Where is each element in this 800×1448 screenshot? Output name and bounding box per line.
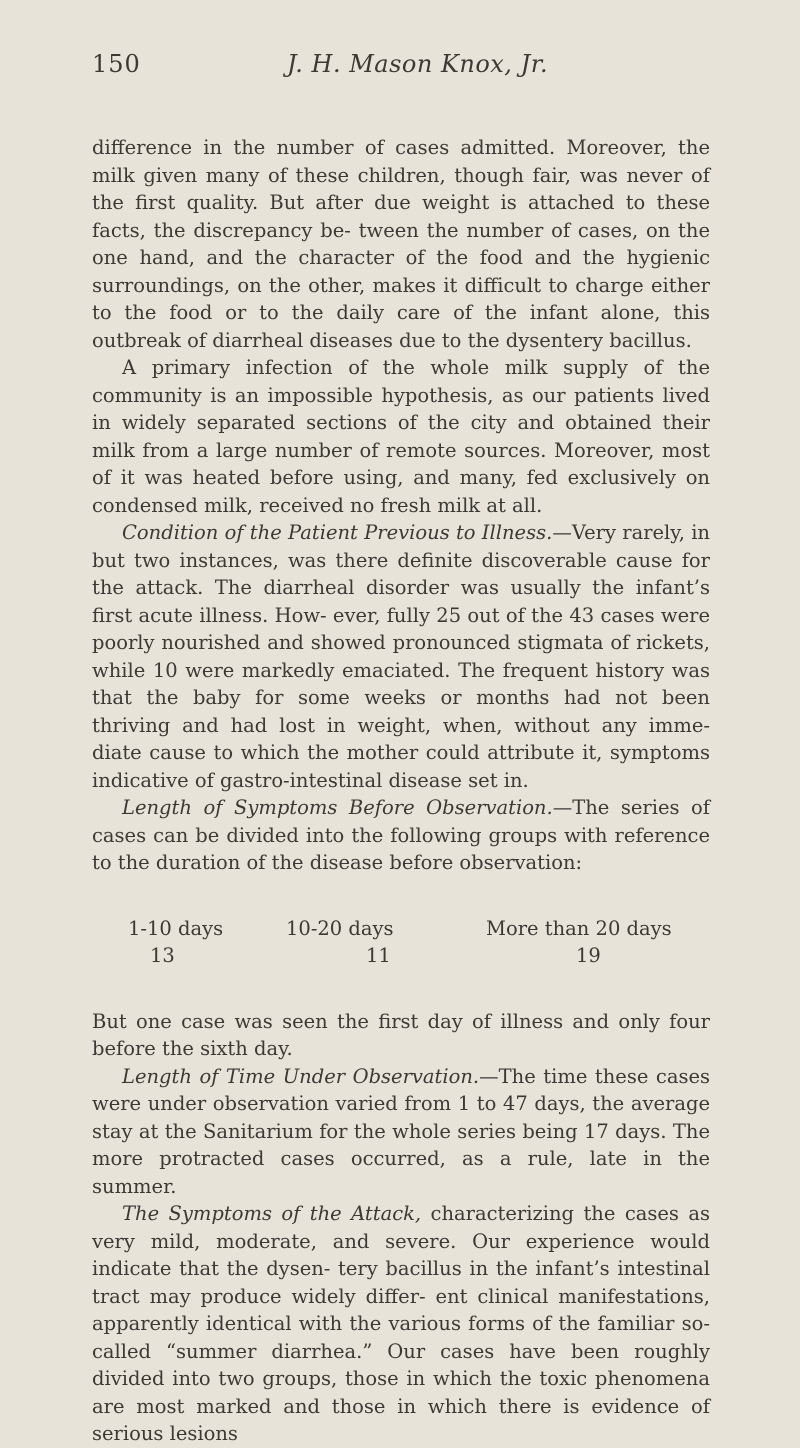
- paragraph-1: difference in the number of cases admitted. Moreover, the milk given many of these children, though fair, was never of the first quality. But after due weight is attached to these facts, the discrepancy be- tween the number of cases, on the one hand, and the character of the food and the hygienic surroundings, on the other, makes it difficult to charge either to the food or to the daily care of the infant alone, this outbreak of diarrheal diseases due to the dysentery bacillus.: [92, 136, 710, 352]
- group-count: 19: [576, 944, 601, 967]
- paragraph-6-text: —The time these cases were under observation varied from 1 to 47 days, the average stay at the Sanitarium for the whole series being 17 days. The more protracted cases occurred, as a rule, late in the summer.: [92, 1064, 710, 1198]
- group-label: 10-20 days: [286, 916, 394, 940]
- running-head: J. H. Mason Knox, Jr.: [287, 50, 549, 78]
- section-heading-time-observation: Length of Time Under Observation.: [122, 1064, 480, 1088]
- section-heading-symptoms: The Symptoms of the Attack,: [122, 1202, 422, 1225]
- page-body: [92, 134, 710, 1448]
- paragraph-3-text: —Very rarely, in but two instances, was there definite discoverable cause for the attack. The diarrheal disorder was usually the infant’s first acute illness. How- ever, fully 25 out of the 43 cases were poorly nourished and showed pronounced stigmata of rickets, while 10 were markedly emaciated. The frequent history was that the baby for some weeks or months had not been thriving and had lost in weight, when, without any imme- diate cause to which the mother could attribute it, symptoms indicative of gastro-intestinal disease set in.: [92, 521, 710, 792]
- paragraph-4: [92, 794, 710, 877]
- paragraph-7: [92, 1200, 710, 1448]
- group-label: 1-10 days: [128, 916, 224, 940]
- paragraph-5: But one case was seen the first day of illness and only four before the sixth day.: [92, 1009, 710, 1060]
- group-count: 11: [366, 944, 391, 967]
- section-heading-condition: Condition of the Patient Previous to Illness.: [122, 521, 553, 544]
- paragraph-3: [92, 519, 710, 794]
- paragraph-6: [92, 1063, 710, 1201]
- paragraph-4-text: —The series of cases can be divided into the following groups with reference to the duration of the disease before observation:: [92, 796, 710, 874]
- paragraph-7-text: characterizing the cases as very mild, moderate, and severe. Our experience would indicate that the dysen- tery bacillus in the infant’s intestinal tract may produce widely differ- ent clinical manifestations, apparently identical with the various forms of the familiar so-called “summer diarrhea.” Our cases have been roughly divided into two groups, those in which the toxic phenomena are most marked and those in which there is evidence of serious lesions: [92, 1202, 710, 1445]
- group-count: 13: [150, 944, 175, 967]
- duration-groups-table: [128, 915, 710, 970]
- page-header: [92, 50, 720, 90]
- page-number: 150: [92, 50, 141, 78]
- group-label: More than 20 days: [486, 916, 672, 940]
- paragraph-2: A primary infection of the whole milk supply of the community is an impossible hypothesis, as our patients lived in widely separated sections of the city and obtained their milk from a large number of remote sources. Moreover, most of it was heated before using, and many, fed exclusively on condensed milk, received no fresh milk at all.: [92, 356, 710, 517]
- section-heading-length-symptoms: Length of Symptoms Before Observation.: [122, 796, 553, 819]
